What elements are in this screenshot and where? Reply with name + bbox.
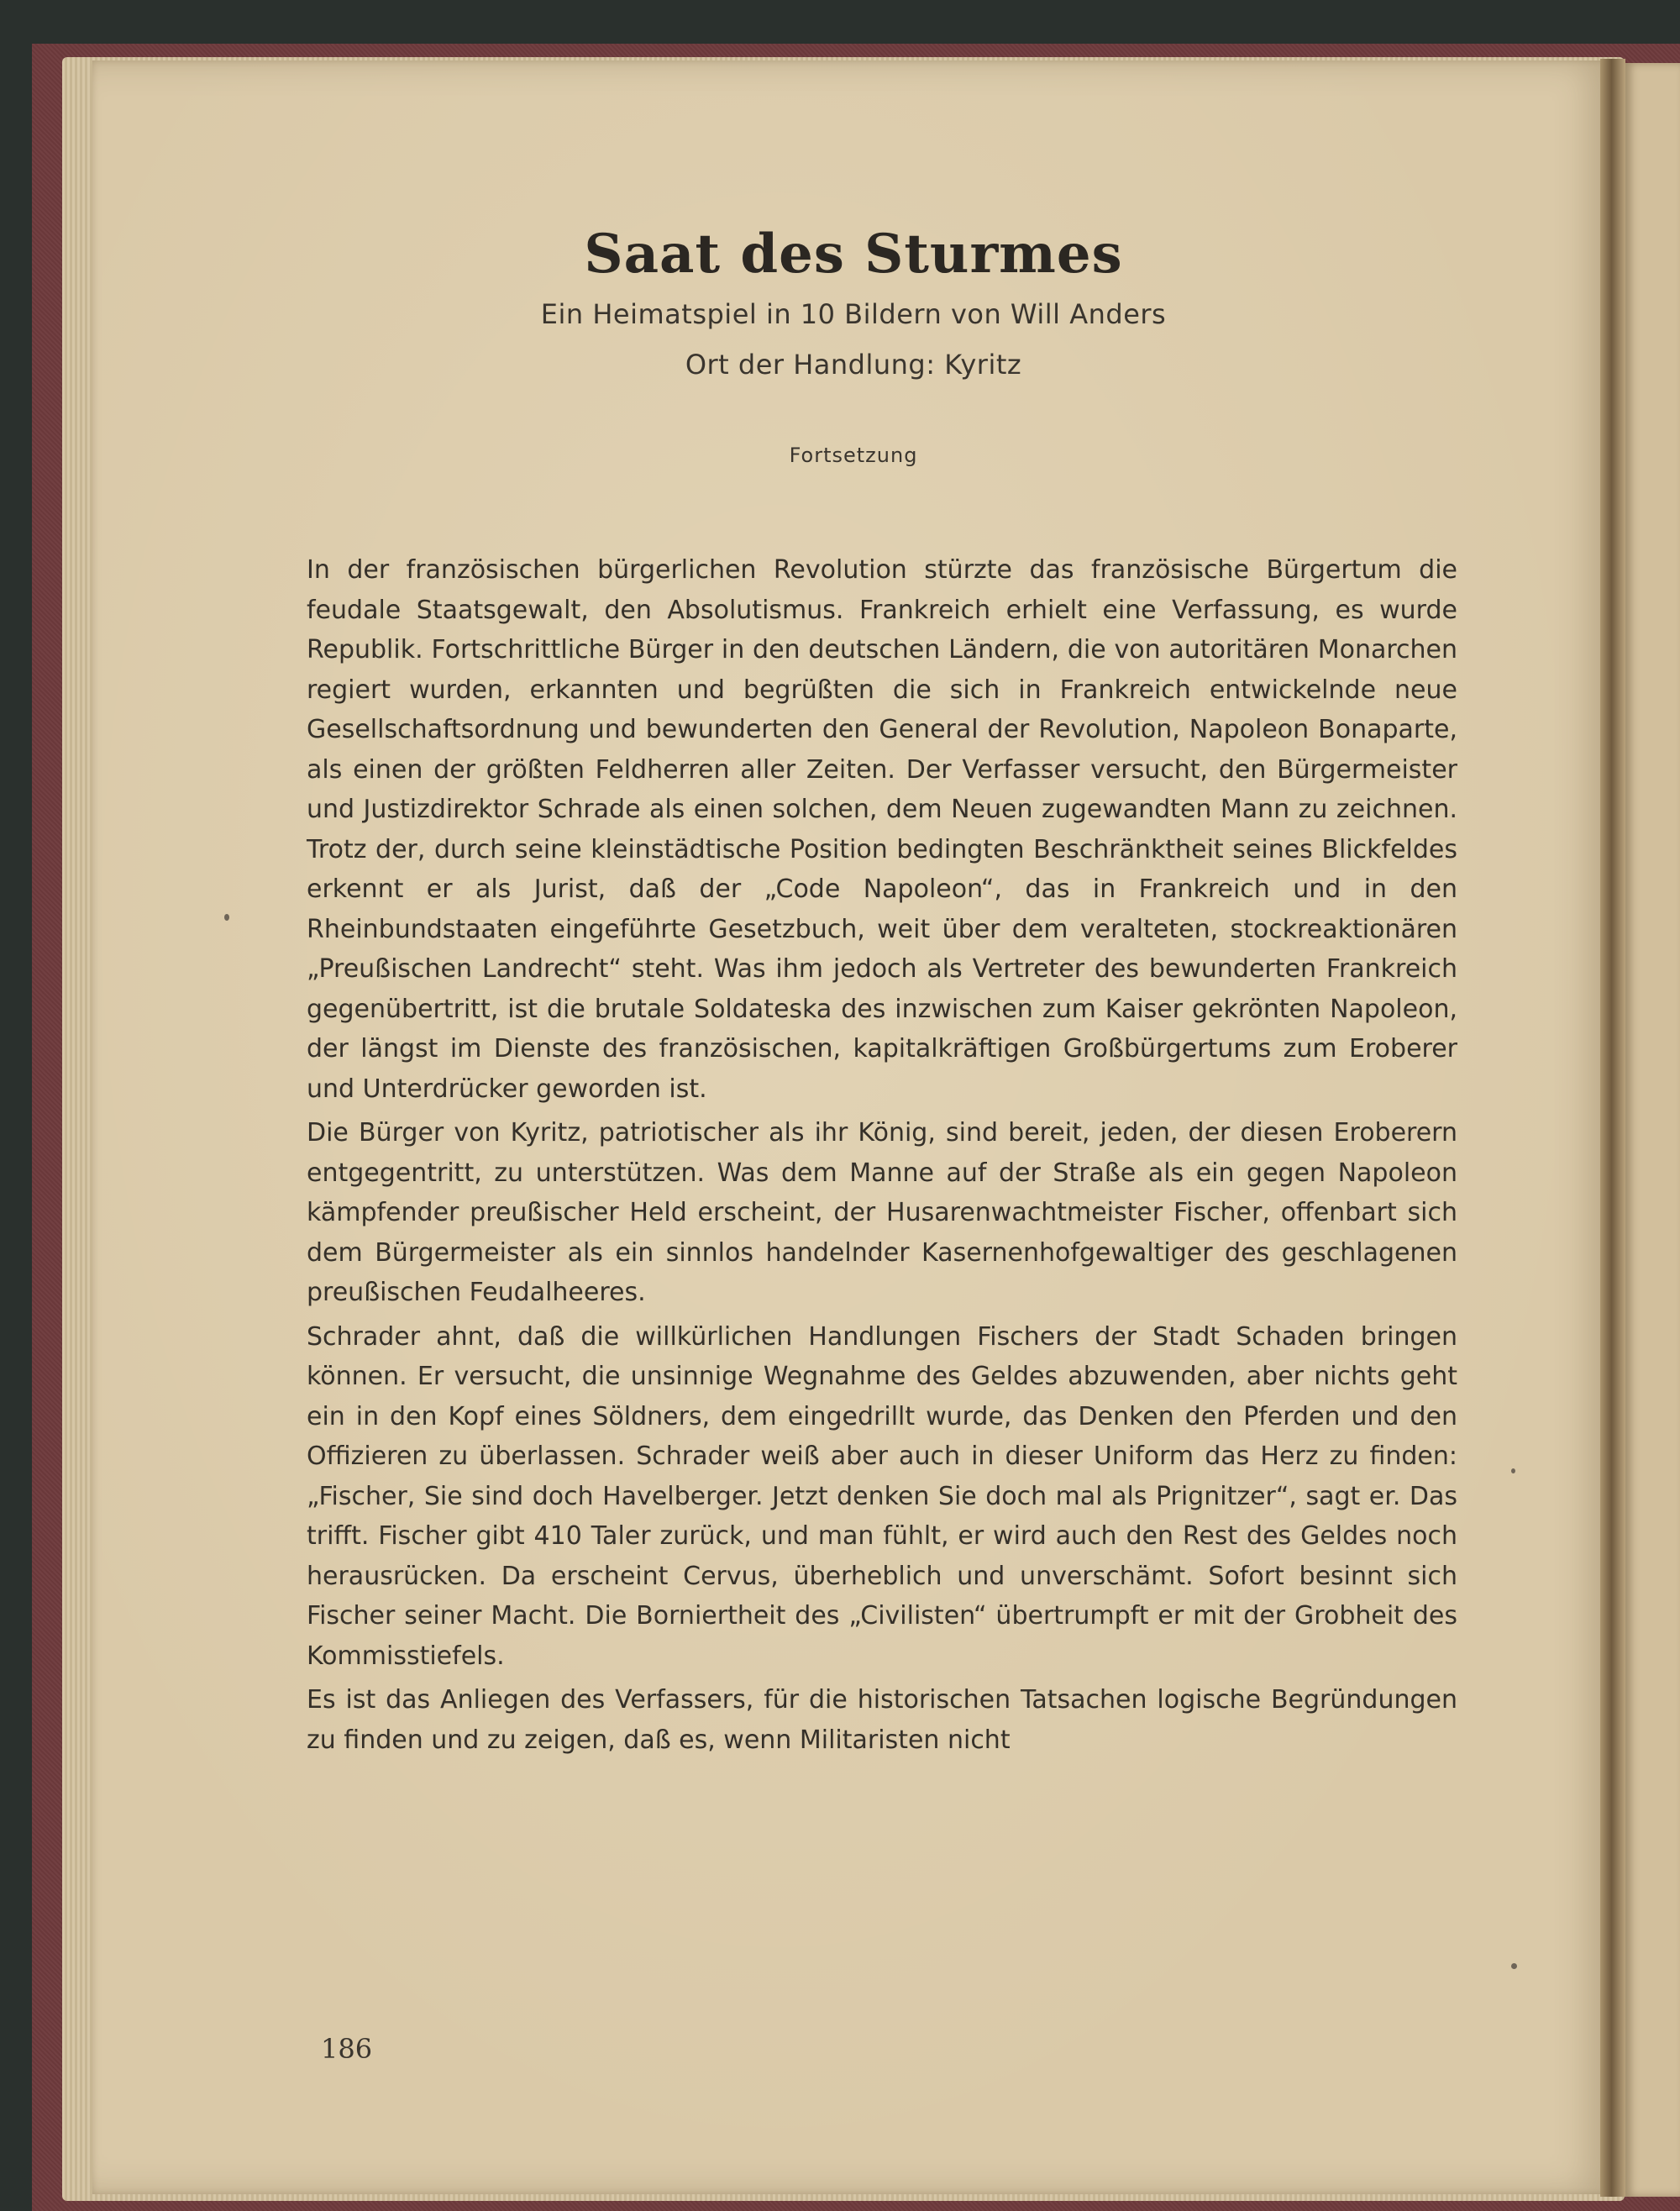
- paragraph-2: Die Bürger von Kyritz, patriotischer als ihr König, sind bereit, jeden, der diesen Eroberern entgegentritt, zu unterstützen. Was dem Manne auf der Straße als ein gegen Napoleon kämpfender preußischer Held erscheint, der Husarenwachtmeister Fischer, offenbart sich dem Bürgermeister als ein sinnlos handelnder Kasernenhofgewaltiger des geschlagenen preußischen Feudalheeres.: [307, 1118, 1457, 1307]
- article-body: [307, 550, 1457, 1764]
- paper-speck: [1511, 1963, 1517, 1969]
- paper-speck: [224, 914, 229, 921]
- paper-speck: [1511, 1468, 1515, 1473]
- play-location: Ort der Handlung: Kyritz: [685, 349, 1022, 381]
- paragraph-1: In der französischen bürgerlichen Revolution stürzte das französische Bürgertum die feudale Staatsgewalt, den Absolutismus. Frankreich erhielt eine Verfassung, es wurde Republik. Fortschrittliche Bürger in den deutschen Ländern, die von autoritären Monarchen regiert wurden, erkannten und begrüßten die sich in Frankreich entwickelnde neue Gesellschaftsordnung und bewunderten den General der Revolution, Napoleon Bonaparte, als einen der größten Feldherren aller Zeiten. Der Verfasser versucht, den Bürgermeister und Justizdirektor Schrade als einen solchen, dem Neuen zugewandten Mann zu zeichnen. Trotz der, durch seine kleinstädtische Position bedingten Beschränktheit seines Blickfeldes erkennt er als Jurist, daß der „Code Napoleon“, das in Frankreich und in den Rheinbundstaaten eingeführte Gesetzbuch, weit über dem veralteten, stockreaktionären „Preußischen Landrecht“ steht. Was ihm jedoch als Vertreter des bewunderten Frankreich gegenübertritt, ist die brutale Soldateska des inzwischen zum Kaiser gekrönten Napoleon, der längst im Dienste des französischen, kapitalkräftigen Großbürgertums zum Eroberer und Unterdrücker geworden ist.: [307, 555, 1457, 1104]
- page-number: 186: [321, 2033, 373, 2065]
- paragraph-4: Es ist das Anliegen des Verfassers, für die historischen Tatsachen logische Begründungen zu finden und zu zeigen, daß es, wenn Militaristen nicht: [307, 1685, 1457, 1755]
- next-page-edge: [1625, 63, 1680, 2197]
- paragraph-3: Schrader ahnt, daß die willkürlichen Handlungen Fischers der Stadt Schaden bringen können. Er versucht, die unsinnige Wegnahme des Geldes abzuwenden, aber nichts geht ein in den Kopf eines Söldners, dem eingedrillt wurde, das Denken den Pferden und den Offizieren zu überlassen. Schrader weiß aber auch in dieser Uniform das Herz zu finden: „Fischer, Sie sind doch Havelberger. Jetzt denken Sie doch mal als Prignitzer“, sagt er. Das trifft. Fischer gibt 410 Taler zurück, und man fühlt, er wird auch den Rest des Geldes noch herausrücken. Da erscheint Cervus, überheblich und unverschämt. Sofort besinnt sich Fischer seiner Macht. Die Borniertheit des „Civilisten“ übertrumpft er mit der Grobheit des Kommisstiefels.: [307, 1321, 1457, 1671]
- play-subtitle: Ein Heimatspiel in 10 Bildern von Will Anders: [540, 298, 1167, 330]
- page-title: Saat des Sturmes: [584, 223, 1123, 286]
- continued-label: Fortsetzung: [789, 444, 918, 467]
